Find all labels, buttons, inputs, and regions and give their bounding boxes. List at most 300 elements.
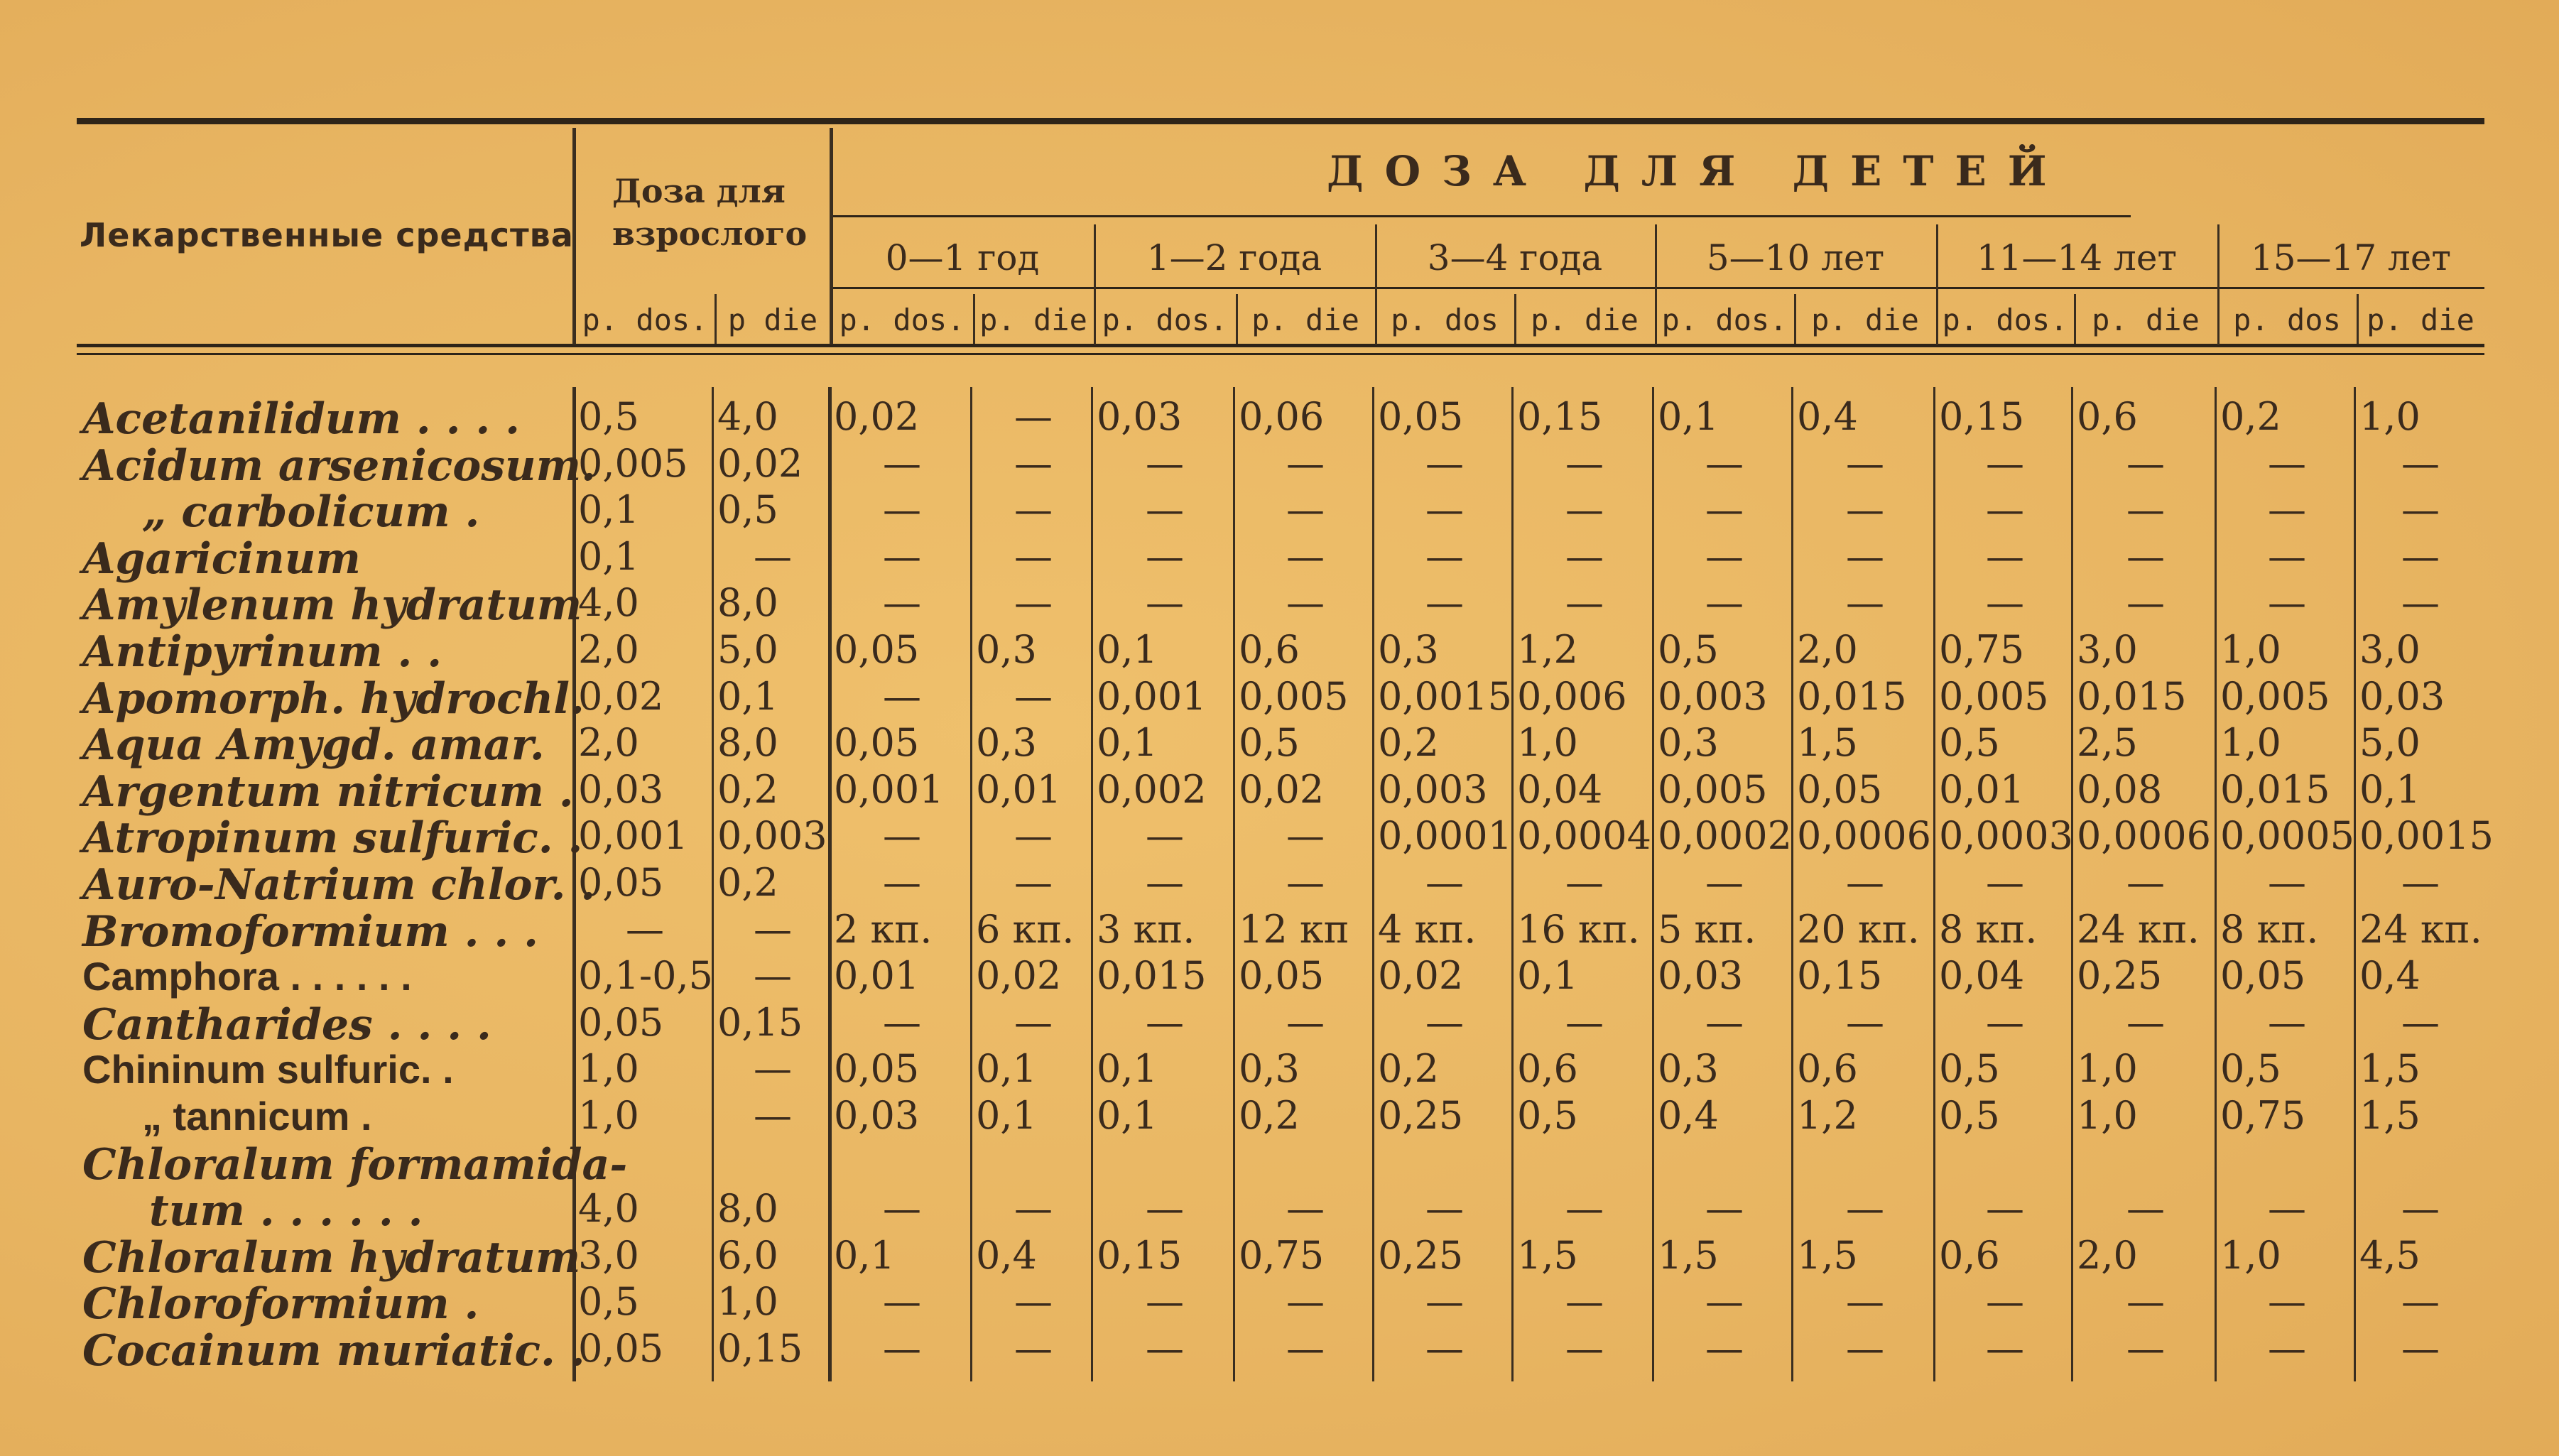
table-cell: 0,0001 — [1378, 813, 1512, 858]
table-cell: — — [1705, 1326, 1744, 1371]
age-group-header: 1—2 года — [1146, 237, 1322, 278]
table-cell: — — [1146, 487, 1184, 532]
table-cell: 3,0 — [2359, 627, 2421, 672]
table-cell: — — [1565, 860, 1604, 905]
table-cell: — — [2401, 1326, 2440, 1371]
table-cell: — — [1846, 580, 1884, 625]
table-cell: — — [2401, 441, 2440, 486]
table-cell: 0,2 — [1378, 1046, 1439, 1091]
table-cell: 0,5 — [1517, 1093, 1578, 1138]
table-cell: — — [626, 907, 664, 952]
vline-sub — [1655, 294, 1657, 344]
table-cell: 0,02 — [717, 441, 803, 486]
table-cell: 0,05 — [2220, 953, 2306, 998]
table-cell: 0,5 — [717, 487, 778, 532]
table-cell: 0,1 — [976, 1046, 1037, 1091]
table-cell: 8,0 — [717, 580, 778, 625]
table-cell: 0,4 — [2359, 953, 2421, 998]
sub-header: p. die — [1811, 303, 1919, 337]
table-cell: 4 кп. — [1378, 907, 1477, 952]
table-cell: 0,4 — [1658, 1093, 1719, 1138]
adult-header-line1: Доза для — [612, 172, 786, 210]
table-cell: 0,5 — [1658, 627, 1719, 672]
table-cell: — — [883, 1326, 921, 1371]
table-cell: 6,0 — [717, 1233, 778, 1278]
vline-sub — [1375, 294, 1377, 344]
table-cell: — — [1705, 487, 1744, 532]
table-cell: 0,5 — [1239, 720, 1300, 765]
table-cell: 1,5 — [2359, 1046, 2421, 1091]
table-cell: 1,0 — [2077, 1093, 2138, 1138]
table-cell: — — [2126, 1279, 2165, 1324]
table-cell: 3 кп. — [1097, 907, 1195, 952]
age-group-header: 15—17 лет — [2250, 237, 2452, 278]
table-cell: — — [1014, 441, 1053, 486]
table-cell: — — [1846, 441, 1884, 486]
table-cell: — — [1846, 534, 1884, 579]
sub-header: p. die — [1531, 303, 1639, 337]
table-cell: — — [2126, 580, 2165, 625]
table-cell: — — [2126, 534, 2165, 579]
table-cell: 0,0003 — [1939, 813, 2073, 858]
drug-name: „ tannicum . — [142, 1094, 372, 1139]
table-cell: 0,03 — [2359, 674, 2445, 719]
vline-sub — [2074, 294, 2076, 344]
table-cell: 16 кп. — [1517, 907, 1640, 952]
table-cell: — — [1425, 1326, 1464, 1371]
table-cell: — — [1286, 1279, 1325, 1324]
table-cell: — — [1986, 487, 2024, 532]
age-group-header: 0—1 год — [885, 237, 1040, 278]
table-cell: 0,02 — [578, 674, 664, 719]
sub-header: p. dos. — [839, 303, 965, 337]
table-cell: 0,75 — [1939, 627, 2025, 672]
table-cell: 8 кп. — [1939, 907, 2038, 952]
vline-sub — [2357, 294, 2359, 344]
drug-name: Chloralum hydratum — [82, 1233, 581, 1283]
table-cell: 0,003 — [1658, 674, 1768, 719]
table-cell: 0,2 — [717, 860, 778, 905]
table-cell: 0,3 — [1658, 1046, 1719, 1091]
table-cell: — — [883, 1000, 921, 1045]
table-cell: 0,01 — [976, 767, 1062, 812]
table-cell: — — [2268, 860, 2306, 905]
table-cell: 0,6 — [1517, 1046, 1578, 1091]
table-cell: 4,0 — [578, 1186, 639, 1231]
table-cell: 2 кп. — [834, 907, 933, 952]
table-cell: 0,3 — [976, 627, 1037, 672]
table-cell: 0,4 — [976, 1233, 1037, 1278]
table-cell: — — [2126, 1326, 2165, 1371]
table-cell: 0,1 — [1658, 394, 1719, 439]
table-cell: — — [1986, 1186, 2024, 1231]
drug-name: Aqua Amygd. amar. — [82, 720, 545, 770]
table-cell: 0,0015 — [2359, 813, 2494, 858]
table-cell: 0,003 — [1378, 767, 1488, 812]
table-cell: 0,1 — [1097, 1046, 1158, 1091]
table-cell: 0,4 — [1797, 394, 1858, 439]
table-cell: — — [883, 1186, 921, 1231]
table-cell: — — [1986, 860, 2024, 905]
table-cell: 0,001 — [578, 813, 688, 858]
table-cell: 0,15 — [1097, 1233, 1183, 1278]
table-cell: — — [2268, 1000, 2306, 1045]
table-cell: — — [1286, 813, 1325, 858]
sub-header: p. die — [2367, 303, 2474, 337]
table-cell: — — [1705, 1000, 1744, 1045]
drug-name: Antipyrinum . . — [82, 627, 442, 677]
table-cell: — — [1014, 1000, 1053, 1045]
vline-sub — [1236, 294, 1238, 344]
table-cell: — — [1146, 441, 1184, 486]
table-cell: 20 кп. — [1797, 907, 1920, 952]
table-cell: 1,5 — [1797, 1233, 1858, 1278]
table-cell: — — [1146, 860, 1184, 905]
table-cell: — — [1705, 860, 1744, 905]
age-group-header: 5—10 лет — [1706, 237, 1885, 278]
table-cell: — — [1705, 534, 1744, 579]
table-cell: 0,02 — [1239, 767, 1325, 812]
table-cell: — — [1565, 487, 1604, 532]
table-cell: 0,002 — [1097, 767, 1207, 812]
table-cell: 0,05 — [1239, 953, 1325, 998]
table-cell: 1,0 — [2220, 1233, 2281, 1278]
table-cell: 0,005 — [1239, 674, 1349, 719]
vline-sub — [1094, 294, 1096, 344]
table-cell: 4,0 — [578, 580, 639, 625]
table-cell: 0,1 — [2359, 767, 2421, 812]
table-cell: 3,0 — [2077, 627, 2138, 672]
table-cell: 0,0002 — [1658, 813, 1792, 858]
table-cell: 5,0 — [2359, 720, 2421, 765]
table-cell: 0,15 — [717, 1326, 803, 1371]
table-cell: — — [883, 534, 921, 579]
table-cell: — — [1286, 487, 1325, 532]
drug-name: Amylenum hydratum — [82, 580, 582, 630]
drug-name: Cantharides . . . . — [82, 1000, 491, 1050]
sub-header: p. dos. — [1661, 303, 1788, 337]
sub-header: p. die — [1251, 303, 1359, 337]
table-cell: 0,1 — [1517, 953, 1578, 998]
table-cell: 0,005 — [1939, 674, 2049, 719]
table-cell: — — [883, 441, 921, 486]
table-cell: 0,05 — [1797, 767, 1883, 812]
table-cell: 0,005 — [2220, 674, 2330, 719]
table-cell: — — [2126, 1186, 2165, 1231]
table-cell: — — [1425, 441, 1464, 486]
table-cell: — — [1146, 1279, 1184, 1324]
table-cell: 0,05 — [834, 720, 920, 765]
table-cell: — — [2268, 1186, 2306, 1231]
table-cell: — — [1014, 580, 1053, 625]
table-cell: — — [1286, 860, 1325, 905]
table-cell: — — [1846, 1000, 1884, 1045]
drug-name: Argentum nitricum . — [82, 767, 574, 817]
table-cell: 5,0 — [717, 627, 778, 672]
sub-header: p. dos. — [582, 303, 708, 337]
table-cell: 0,3 — [976, 720, 1037, 765]
table-cell: — — [1286, 534, 1325, 579]
header-rule-1 — [77, 344, 2484, 347]
table-cell: — — [1565, 441, 1604, 486]
table-cell: 4,0 — [717, 394, 778, 439]
table-cell: 0,5 — [2220, 1046, 2281, 1091]
table-cell: — — [883, 674, 921, 719]
table-cell: 0,08 — [2077, 767, 2163, 812]
vline-sub — [715, 294, 717, 344]
drug-name: Acetanilidum . . . . — [82, 394, 521, 444]
table-cell: — — [1565, 580, 1604, 625]
table-cell: 1,5 — [2359, 1093, 2421, 1138]
table-cell: 0,15 — [1797, 953, 1883, 998]
table-cell: 0,0005 — [2220, 813, 2354, 858]
table-cell: — — [1014, 1186, 1053, 1231]
table-cell: 1,0 — [1517, 720, 1578, 765]
table-cell: 0,02 — [976, 953, 1062, 998]
table-cell: — — [2401, 860, 2440, 905]
drug-name: Apomorph. hydrochl. — [82, 674, 585, 724]
table-cell: 2,0 — [578, 627, 639, 672]
table-cell: 24 кп. — [2359, 907, 2482, 952]
table-cell: — — [1565, 1186, 1604, 1231]
table-cell: 0,005 — [1658, 767, 1768, 812]
table-cell: — — [1014, 534, 1053, 579]
table-cell: 0,015 — [2220, 767, 2330, 812]
table-cell: — — [1425, 487, 1464, 532]
table-cell: 0,015 — [1097, 953, 1207, 998]
table-cell: — — [1014, 394, 1053, 439]
vline-sub — [1794, 294, 1796, 344]
table-cell: — — [1846, 860, 1884, 905]
drug-name: Chloroformium . — [82, 1279, 479, 1329]
table-cell: 0,2 — [2220, 394, 2281, 439]
table-cell: 0,25 — [1378, 1093, 1464, 1138]
table-cell: — — [2401, 1279, 2440, 1324]
top-rule — [77, 118, 2484, 124]
table-cell: 1,0 — [578, 1046, 639, 1091]
table-cell: — — [2126, 487, 2165, 532]
drug-name: Chloralum formamida- — [82, 1140, 628, 1190]
table-cell: 0,03 — [834, 1093, 920, 1138]
table-cell: — — [2401, 580, 2440, 625]
table-cell: — — [1286, 1326, 1325, 1371]
table-cell: 0,3 — [1378, 627, 1439, 672]
table-cell: 0,1 — [717, 674, 778, 719]
table-cell: 12 кп — [1239, 907, 1349, 952]
table-cell: — — [1705, 441, 1744, 486]
table-cell: 0,03 — [1658, 953, 1744, 998]
table-cell: 2,5 — [2077, 720, 2138, 765]
table-cell: 1,0 — [2077, 1046, 2138, 1091]
table-cell: 0,6 — [1797, 1046, 1858, 1091]
table-cell: 0,5 — [1939, 1093, 2000, 1138]
table-cell: — — [1425, 580, 1464, 625]
table-cell: 1,0 — [578, 1093, 639, 1138]
children-rule — [831, 215, 2131, 217]
vline-sub — [1936, 294, 1938, 344]
table-cell: — — [1425, 1000, 1464, 1045]
table-cell: — — [2268, 580, 2306, 625]
age-group-header: 3—4 года — [1427, 237, 1603, 278]
adult-header-line2: взрослого — [612, 214, 808, 253]
table-cell: — — [1986, 1326, 2024, 1371]
table-cell: — — [2268, 441, 2306, 486]
table-cell: 0,02 — [834, 394, 920, 439]
table-cell: 1,5 — [1517, 1233, 1578, 1278]
table-cell: 0,0004 — [1517, 813, 1651, 858]
table-cell: — — [1425, 860, 1464, 905]
table-cell: — — [883, 580, 921, 625]
table-cell: 0,75 — [2220, 1093, 2306, 1138]
table-cell: 0,1 — [578, 534, 639, 579]
table-cell: 1,0 — [2220, 627, 2281, 672]
table-cell: — — [2126, 860, 2165, 905]
sub-header: p. dos. — [1942, 303, 2068, 337]
table-cell: — — [1846, 487, 1884, 532]
table-cell: 0,003 — [717, 813, 827, 858]
table-cell: 0,2 — [1239, 1093, 1300, 1138]
drugs-column-header: Лекарственные средства — [80, 216, 574, 254]
vline-sub — [973, 294, 975, 344]
table-cell: 0,04 — [1939, 953, 2025, 998]
table-cell: — — [1986, 441, 2024, 486]
table-cell: 0,05 — [834, 627, 920, 672]
table-cell: — — [1565, 1326, 1604, 1371]
table-cell: — — [1986, 534, 2024, 579]
table-cell: — — [1014, 1279, 1053, 1324]
table-cell: 0,006 — [1517, 674, 1627, 719]
table-cell: — — [754, 907, 792, 952]
table-cell: 0,03 — [578, 767, 664, 812]
table-cell: — — [1014, 1326, 1053, 1371]
table-cell: 0,05 — [578, 1000, 664, 1045]
table-cell: 0,0015 — [1378, 674, 1512, 719]
table-cell: 0,1 — [834, 1233, 895, 1278]
table-cell: 2,0 — [2077, 1233, 2138, 1278]
table-cell: 0,6 — [1239, 627, 1300, 672]
table-cell: 0,1 — [578, 487, 639, 532]
drug-name: Auro-Natrium chlor. . — [82, 860, 596, 910]
table-cell: 0,05 — [578, 860, 664, 905]
drug-name: tum . . . . . . — [149, 1186, 423, 1236]
table-cell: — — [1846, 1326, 1884, 1371]
children-header: ДОЗА ДЛЯ ДЕТЕЙ — [1327, 147, 2068, 195]
table-cell: — — [883, 813, 921, 858]
sub-header: p. dos — [1391, 303, 1499, 337]
table-cell: — — [1146, 1326, 1184, 1371]
drug-name: Bromoformium . . . — [82, 907, 539, 957]
table-cell: — — [2268, 534, 2306, 579]
table-cell: 0,05 — [578, 1326, 664, 1371]
table-cell: 0,5 — [1939, 720, 2000, 765]
table-cell: 0,6 — [2077, 394, 2138, 439]
table-cell: — — [1146, 813, 1184, 858]
table-cell: 3,0 — [578, 1233, 639, 1278]
table-cell: — — [1986, 1000, 2024, 1045]
table-cell: — — [1286, 1000, 1325, 1045]
table-cell: 2,0 — [578, 720, 639, 765]
table-cell: — — [1286, 580, 1325, 625]
table-cell: 8 кп. — [2220, 907, 2319, 952]
table-cell: — — [1705, 1186, 1744, 1231]
table-cell: — — [2268, 487, 2306, 532]
drug-name: Acidum arsenicosum. — [82, 441, 597, 491]
table-cell: 6 кп. — [976, 907, 1075, 952]
table-cell: 0,2 — [717, 767, 778, 812]
table-cell: 0,0006 — [1797, 813, 1931, 858]
sub-header: p. die — [979, 303, 1087, 337]
table-cell: — — [754, 1093, 792, 1138]
table-cell: 4,5 — [2359, 1233, 2421, 1278]
table-cell: — — [754, 1046, 792, 1091]
table-cell: 0,1-0,5 — [578, 953, 714, 998]
drug-name: „ carbolicum . — [142, 487, 480, 537]
table-cell: — — [1425, 534, 1464, 579]
table-cell: — — [1014, 860, 1053, 905]
sub-header: p. dos — [2233, 303, 2341, 337]
drug-name: Atropinum sulfuric. . — [82, 813, 583, 863]
table-cell: 0,02 — [1378, 953, 1464, 998]
table-cell: 24 кп. — [2077, 907, 2200, 952]
table-cell: — — [1425, 1279, 1464, 1324]
table-cell: — — [1846, 1279, 1884, 1324]
table-cell: 0,05 — [834, 1046, 920, 1091]
table-cell: — — [1286, 1186, 1325, 1231]
table-cell: 0,1 — [1097, 720, 1158, 765]
table-cell: 1,5 — [1797, 720, 1858, 765]
table-cell: — — [2401, 1000, 2440, 1045]
table-cell: — — [754, 534, 792, 579]
table-cell: 0,001 — [1097, 674, 1207, 719]
age-rule — [831, 287, 2484, 289]
table-cell: 0,1 — [1097, 627, 1158, 672]
table-cell: 1,0 — [2220, 720, 2281, 765]
table-cell: 0,6 — [1939, 1233, 2000, 1278]
table-cell: 2,0 — [1797, 627, 1858, 672]
sub-header: p die — [727, 303, 818, 337]
table-cell: 8,0 — [717, 720, 778, 765]
table-cell: 0,01 — [1939, 767, 2025, 812]
table-cell: 0,005 — [578, 441, 688, 486]
table-cell: 1,5 — [1658, 1233, 1719, 1278]
age-group-header: 11—14 лет — [1976, 237, 2178, 278]
table-cell: 1,0 — [717, 1279, 778, 1324]
table-cell: — — [1014, 813, 1053, 858]
table-cell: 5 кп. — [1658, 907, 1756, 952]
table-cell: — — [2126, 441, 2165, 486]
table-cell: 0,1 — [976, 1093, 1037, 1138]
table-cell: 0,04 — [1517, 767, 1603, 812]
table-cell: 1,0 — [2359, 394, 2421, 439]
table-cell: — — [1565, 534, 1604, 579]
drug-name: Chininum sulfuric. . — [82, 1047, 454, 1092]
table-cell: 0,15 — [1517, 394, 1603, 439]
table-cell: — — [2268, 1326, 2306, 1371]
table-cell: — — [883, 1279, 921, 1324]
sub-header: p. dos. — [1102, 303, 1228, 337]
table-cell: — — [1146, 1000, 1184, 1045]
table-cell: — — [1146, 580, 1184, 625]
table-cell: — — [1565, 1000, 1604, 1045]
table-cell: — — [1846, 1186, 1884, 1231]
table-cell: — — [754, 953, 792, 998]
table-cell: — — [1014, 487, 1053, 532]
vline-body — [712, 387, 714, 1381]
table-cell: 0,015 — [1797, 674, 1907, 719]
sub-header: p. die — [2092, 303, 2200, 337]
table-cell: 0,5 — [578, 1279, 639, 1324]
table-cell: — — [2401, 487, 2440, 532]
